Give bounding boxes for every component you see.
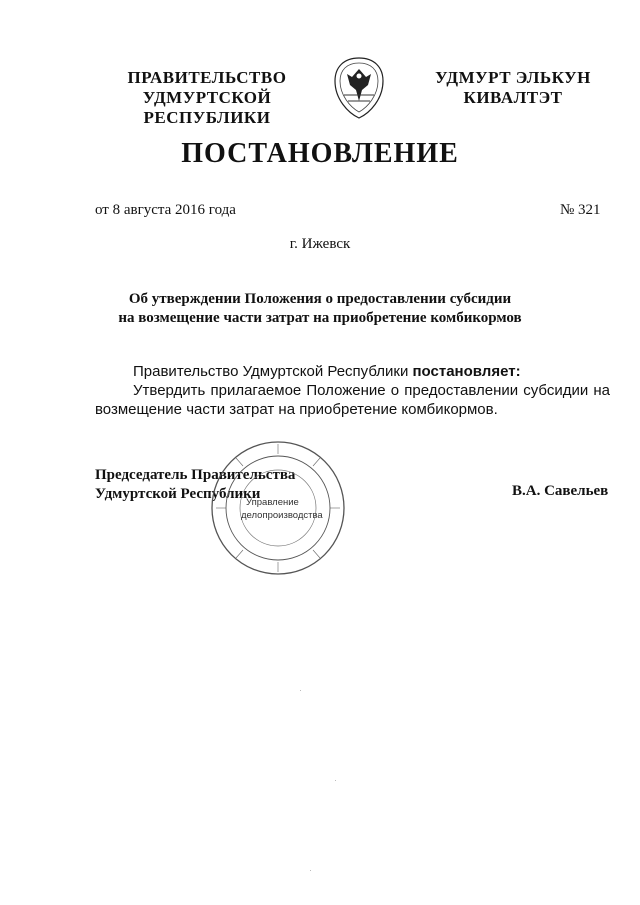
body-p1-text: Правительство Удмуртской Республики <box>133 363 413 380</box>
subject-line2: на возмещение части затрат на приобретение комбикормов <box>118 310 522 326</box>
document-date: от 8 августа 2016 года <box>95 202 236 218</box>
body-paragraph-2: Утвердить прилагаемое Положение о предоставлении субсидии на возмещение части затрат на приобретение комбикормов. <box>95 382 610 418</box>
header-left-line2: УДМУРТСКОЙ РЕСПУБЛИКИ <box>142 88 272 127</box>
document-city: г. Ижевск <box>289 236 351 252</box>
scan-speck <box>310 870 311 871</box>
scan-speck <box>300 690 301 691</box>
stamp-center-line1: Управление <box>246 497 299 508</box>
subject-line1: Об утверждении Положения о предоставлении субсидии <box>128 291 512 307</box>
header-left <box>88 68 326 128</box>
stamp-center-line2: делопроизводства <box>241 510 323 521</box>
signature-position-line1: Председатель Правительства <box>95 467 296 483</box>
udmurt-coat-of-arms-icon <box>330 55 388 121</box>
document-number: № 321 <box>560 202 601 218</box>
body-paragraph-1 <box>95 362 610 381</box>
header-right-line2: КИВАЛТЭТ <box>463 88 563 107</box>
signature-position-line2: Удмуртской Республики <box>95 486 261 502</box>
header-left-line1: ПРАВИТЕЛЬСТВО <box>127 68 287 87</box>
signatory-name: В.А. Савельев <box>512 483 609 499</box>
official-stamp <box>208 438 348 578</box>
document-body <box>95 362 610 419</box>
scan-speck <box>335 780 336 781</box>
header-right <box>432 68 594 108</box>
header-right-line1: УДМУРТ ЭЛЬКУН <box>435 68 591 87</box>
document-title: ПОСТАНОВЛЕНИЕ <box>181 138 459 169</box>
body-p1-bold: постановляет: <box>412 363 521 380</box>
document-subject <box>0 290 640 328</box>
